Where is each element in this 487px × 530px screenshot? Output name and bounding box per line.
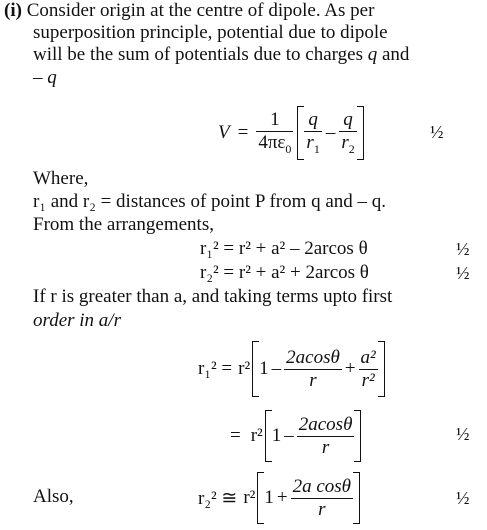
marks-half: ½ [456, 488, 470, 508]
left-bracket [252, 341, 259, 397]
marks-half: ½ [456, 263, 470, 283]
right-bracket [378, 341, 385, 397]
also-label: Also, [33, 486, 74, 507]
marks-half: ½ [456, 239, 470, 259]
intro-line-1 [4, 0, 374, 22]
arrangements-text: From the arrangements, [33, 214, 214, 235]
intro-line-2: superposition principle, potential due to dipole [33, 22, 388, 43]
marks-half: ½ [430, 122, 444, 142]
r1-expansion: r₁² = r² 1 – $\frac{2acos\theta}{r}$ + $\frac{\text{a²}}{\text{r²}}$ [198, 338, 385, 400]
condition-line-1: If r is greater than a, and taking terms upto first [33, 286, 393, 307]
potential-equation: V = $\frac{1}{4\pi\varepsilon_0}$ $\frac{q}{r_1}$ – $\frac{q}{r_2}$ [218, 98, 364, 168]
intro-line-4: – q [33, 67, 57, 88]
r1-approx: = r² 1 – $\frac{2acos\theta}{r}$ [230, 406, 361, 466]
condition-line-2: order in a/r [33, 310, 121, 331]
left-bracket [265, 410, 272, 462]
r2-approx: r₂² ≅ r² 1 + $\frac{\text{2a cosθ}}{r}$ [198, 468, 360, 528]
item-label: (i) [4, 0, 22, 21]
left-bracket [257, 472, 264, 524]
distances-text: r₁ and r₂ = distances of point P from q and – q. [33, 191, 387, 212]
marks-half: ½ [456, 424, 470, 444]
right-bracket [357, 106, 364, 160]
r1-equation: r₁² = r² + a² – 2arcos θ [200, 238, 368, 259]
right-bracket [353, 472, 360, 524]
fraction-coefficient: $\frac{1}{4\pi\varepsilon_0}$ [258, 109, 292, 156]
r2-equation: r₂² = r² + a² + 2arcos θ [200, 262, 369, 283]
left-bracket [297, 106, 304, 160]
where-label: Where, [33, 168, 89, 189]
right-bracket [354, 410, 361, 462]
intro-text-1: Consider origin at the centre of dipole. As per [26, 0, 375, 21]
intro-line-3: will be the sum of potentials due to charges q and [33, 44, 410, 65]
